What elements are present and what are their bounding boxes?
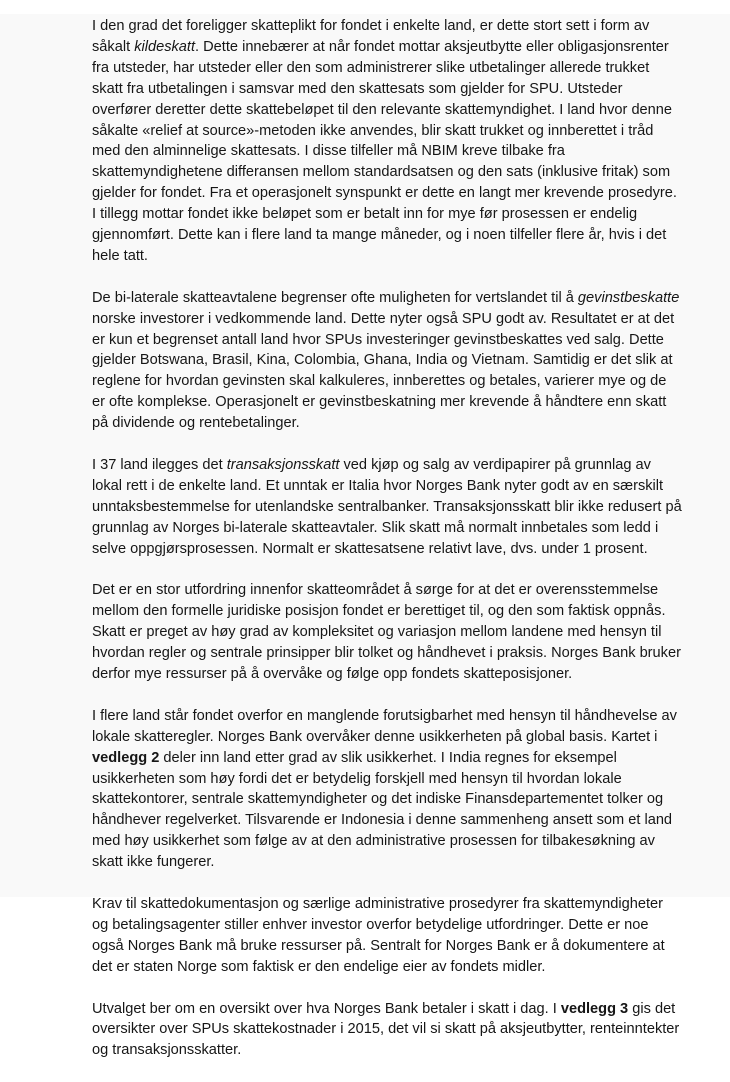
paragraph-predictability: I flere land står fondet overfor en manglende forutsigbarhet med hensyn til håndhevelse av lokale skatteregler. Norges Bank overvåker denne usikkerheten på global basis. Kartet i vedlegg 2 deler inn land etter grad av slik usikkerhet. I India regnes for eksempel usikkerheten som høy fordi det er betydelig forskjell med hensyn til hvordan lokale skattekontorer, sentrale skattemyndigheter og det indiske Finansdepartementet tolker og håndhever regelverket. Tilsvarende er Indonesia i denne sammenheng ansett som et land med høy usikkerhet som følge av at den administrative prosessen for tilbakesøkning av skatt ikke fungerer. — [92, 707, 677, 871]
document-body — [92, 16, 682, 1082]
paragraph-transaction-tax: I 37 land ilegges det transaksjonsskatt ved kjøp og salg av verdipapirer på grunnlag av lokal rett i de enkelte land. Et unntak er Italia hvor Norges Bank nyter godt av en særskilt unntaksbestemmelse for utenlandske sentralbanker. Transaksjonsskatt blir ikke redusert på grunnlag av Norges bi-laterale skatteavtaler. Slik skatt må normalt innbetales som ledd i selve oppgjørsprosessen. Normalt er skattesatsene relativt lave, dvs. under 1 prosent. — [92, 457, 682, 557]
paragraph-tax-challenges: Det er en stor utfordring innenfor skatteområdet å sørge for at det er overensstemmelse mellom den formelle juridiske posisjon fondet er berettiget til, og den som faktisk oppnås. Skatt er preget av høy grad av kompleksitet og variasjon mellom landene med hensyn til hvordan regler og sentrale prinsipper blir tolket og håndhevet i praksis. Norges Bank bruker derfor mye ressurser på å overvåke og følge opp fondets skatteposisjoner. — [92, 582, 681, 683]
paragraph-tax-overview: Utvalget ber om en oversikt over hva Norges Bank betaler i skatt i dag. I vedlegg 3 gis det oversikter over SPUs skattekostnader i 2015, det vil si skatt på aksjeutbytter, renteinntekter og transaksjonsskatter. — [92, 1000, 680, 1059]
paragraph-withholding-tax: I den grad det foreligger skatteplikt for fondet i enkelte land, er dette stort sett i form av såkalt kildeskatt. Dette innebærer at når fondet mottar aksjeutbytte eller obligasjonsrenter fra utsteder, har utsteder eller den som administrerer slike utbetalinger allerede trukket skatt fra utbetalingen i samsvar med den skattesats som gjelder for SPU. Utsteder overfører deretter dette skattebeløpet til den relevante skattemyndighet. I land hvor denne såkalte «relief at source»-metoden ikke anvendes, blir skatt trukket og innberettet i tråd med den alminnelige skattesats. I disse tilfeller må NBIM kreve tilbake fra skattemyndighetene differansen mellom standardsatsen og den sats (inklusive fritak) som gjelder for fondet. Fra et operasjonelt synspunkt er dette en langt mer krevende prosedyre. I tillegg mottar fondet ikke beløpet som er betalt inn for mye før prosessen er endelig gjennomført. Dette kan i flere land ta mange måneder, og i noen tilfeller flere år, hvis i det hele tatt. — [92, 18, 677, 264]
document-page — [0, 14, 730, 1059]
term-kildeskatt: kildeskatt — [134, 38, 196, 55]
term-gevinstbeskatte: gevinstbeskatte — [577, 289, 680, 306]
paragraph-capital-gains-tax: De bi-laterale skatteavtalene begrenser ofte muligheten for vertslandet til å gevinstbeskatte norske investorer i vedkommende land. Dette nyter også SPU godt av. Resultatet er at det er kun et begrenset antall land hvor SPUs investeringer gevinstbeskattes ved salg. Dette gjelder Botswana, Brasil, Kina, Colombia, Ghana, India og Vietnam. Samtidig er det slik at reglene for hvordan gevinsten skal kalkuleres, innberettes og betales, varierer mye og de er ofte komplekse. Operasjonelt er gevinstbeskatning mer krevende å håndtere enn skatt på dividende og rentebetalinger. — [92, 289, 680, 432]
reference-vedlegg-2: vedlegg 2 — [92, 749, 160, 766]
paragraph-documentation: Krav til skattedokumentasjon og særlige administrative prosedyrer fra skattemyndigheter og betalingsagenter stiller enhver investor overfor betydelige utfordringer. Dette er noe også Norges Bank må bruke ressurser på. Sentralt for Norges Bank er å dokumentere at det er staten Norge som faktisk er den endelige eier av fondets midler. — [92, 895, 665, 975]
reference-vedlegg-3: vedlegg 3 — [560, 1000, 629, 1017]
term-transaksjonsskatt: transaksjonsskatt — [226, 457, 340, 473]
